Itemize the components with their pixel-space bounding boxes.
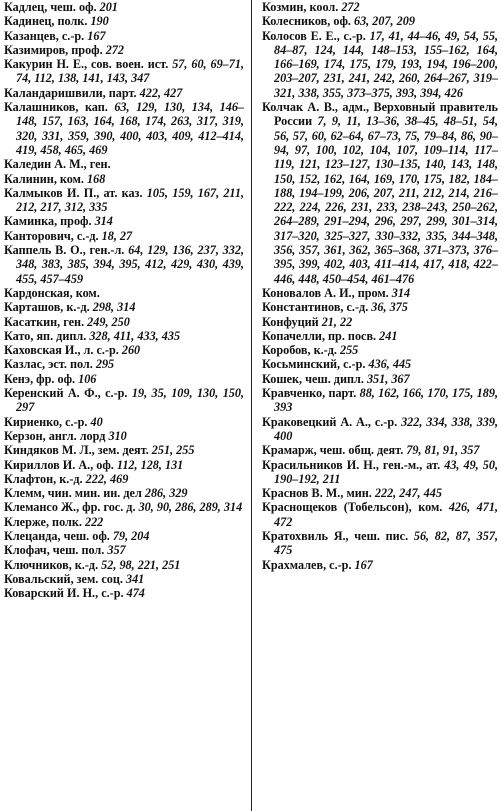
entry-description: , к.-д.	[307, 343, 337, 358]
index-entry	[4, 157, 244, 171]
entry-name: Калашников	[4, 100, 76, 115]
index-entry	[4, 458, 244, 472]
entry-pages: 63, 129, 130, 134, 146–148, 157, 163, 164, 168, 174, 263, 317, 319, 320, 331, 359, 390, 400, 403, 409, 412–414, 419, 458, 465, 469	[16, 100, 245, 157]
index-entry	[4, 543, 244, 557]
entry-description: , с.-р.	[367, 414, 398, 429]
index-entry	[4, 286, 244, 300]
entry-name: Каховская И.	[4, 343, 78, 358]
index-entry	[4, 486, 244, 500]
entry-pages: 57, 60, 69–71, 74, 112, 138, 141, 143, 347	[16, 57, 245, 86]
entry-name: Кратохвиль Я.	[262, 528, 346, 543]
index-entry	[262, 14, 498, 28]
index-entry	[262, 357, 498, 371]
entry-pages: 64, 129, 136, 237, 332, 348, 383, 385, 394, 395, 412, 429, 430, 439, 455, 457–459	[16, 243, 245, 286]
entry-name: Крахмалев	[262, 557, 324, 572]
index-entry	[262, 386, 498, 415]
index-entry	[262, 415, 498, 444]
entry-name: Коварский И. Н.	[4, 586, 96, 601]
index-entry	[262, 486, 498, 500]
entry-pages: 298, 314	[92, 300, 136, 315]
entry-name: Като	[4, 328, 31, 343]
entry-name: Калмыков И. П.	[4, 185, 97, 200]
index-entry	[4, 429, 244, 443]
entry-name: Колчак А. В.	[262, 100, 335, 115]
entry-description: , с.-р.	[55, 28, 85, 43]
entry-description: , англ. лорд	[42, 428, 106, 443]
entry-name: Клемм	[4, 486, 42, 501]
entry-description: , с.-р.	[336, 28, 366, 43]
entry-pages: 79, 81, 91, 357	[406, 443, 480, 458]
index-entry	[4, 86, 244, 100]
entry-pages: 222, 469	[85, 471, 129, 486]
entry-pages: 190	[90, 14, 109, 29]
index-entry	[262, 100, 498, 286]
entry-pages: 18, 27	[101, 228, 133, 243]
entry-pages: 310	[108, 428, 127, 443]
index-entry	[262, 443, 498, 457]
entry-name: Ковальский	[4, 571, 71, 586]
entry-description: , чеш. общ. деят.	[313, 443, 404, 458]
entry-pages: 260	[121, 343, 141, 358]
entry-description: , ген.-м., ат.	[375, 457, 441, 472]
entry-name: Клецанда	[4, 528, 58, 543]
entry-description: , ком.	[69, 285, 100, 300]
entry-name: Керзон	[4, 428, 43, 443]
entry-pages: 341	[125, 571, 145, 586]
entry-name: Кириенко	[4, 414, 60, 429]
entry-pages: 17, 41, 44–46, 49, 54, 55, 84–87, 124, 144, 148–153, 155–162, 164, 166–169, 174, 175, 179, 193, 194, 196–200, 203–207, 231, 241, 242, 260, 264–267, 319–321, 338, 355, 373–375, 393, 394, 426	[274, 28, 499, 100]
index-entry	[4, 386, 244, 415]
index-entry	[262, 458, 498, 487]
entry-pages: 201	[99, 0, 118, 14]
entry-pages: 112, 128, 131	[116, 457, 184, 472]
entry-pages: 36, 375	[371, 300, 408, 315]
entry-name: Краснощеков (Тобельсон)	[262, 500, 409, 515]
entry-pages: 43, 49, 50, 190–192, 211	[274, 457, 499, 486]
entry-name: Каледин А. М.	[4, 157, 84, 172]
entry-description: , ком.	[408, 500, 443, 515]
entry-pages: 30, 90, 286, 289, 314	[138, 500, 243, 515]
index-entry	[4, 43, 244, 57]
entry-name: Коновалов А. И.	[262, 285, 352, 300]
index-entry	[4, 300, 244, 314]
index-entry	[4, 357, 244, 371]
entry-description: , чин. мин. ин. дел	[41, 486, 142, 501]
entry-description: , ген.	[83, 157, 111, 172]
entry-description: , зем. соц.	[70, 571, 123, 586]
entry-description: , с.-р.	[97, 386, 128, 401]
entry-pages: 88, 162, 166, 170, 175, 189, 393	[274, 386, 499, 415]
entry-name: Киндяков М. Л.	[4, 443, 92, 458]
entry-pages: 79, 204	[112, 528, 150, 543]
entry-description: , полк.	[45, 514, 82, 529]
entry-name: Клерже	[4, 514, 46, 529]
entry-pages: 351, 367	[366, 371, 410, 386]
entry-pages: 322, 334, 338, 339, 400	[274, 414, 499, 443]
entry-name: Кошек	[262, 371, 300, 386]
entry-name: Казлас	[4, 357, 43, 372]
entry-description: , к.-д.	[68, 557, 99, 572]
entry-description: , с.-р.	[337, 357, 366, 372]
index-entry	[4, 443, 244, 457]
index-entry	[4, 529, 244, 543]
entry-description: , адм., Верховный правитель России	[274, 100, 498, 129]
entry-name: Каландаришвили	[4, 85, 103, 100]
entry-pages: 357	[107, 543, 126, 558]
entry-description: , с.-р.	[323, 557, 352, 572]
index-entry	[4, 315, 244, 329]
entry-pages: 286, 329	[144, 486, 188, 501]
entry-description: , ат. каз.	[96, 185, 143, 200]
entry-description: , фр. оф.	[30, 371, 76, 386]
entry-name: Какурин Н. Е.	[4, 57, 85, 72]
entry-description: , сов. воен. ист.	[84, 57, 169, 72]
entry-name: Константинов	[262, 300, 341, 315]
entry-name: Красильников И. Н.	[262, 457, 376, 472]
index-entry	[4, 329, 244, 343]
entry-name: Каппель В. О.	[4, 243, 83, 258]
entry-pages: 168	[87, 171, 106, 186]
entry-description: , эст. пол.	[42, 357, 93, 372]
entry-description: , полк.	[51, 14, 88, 29]
index-entry	[4, 415, 244, 429]
entry-description: , кап.	[75, 100, 108, 115]
entry-pages: 295	[95, 357, 115, 372]
entry-pages: 314	[94, 214, 113, 229]
entry-description: , чеш. оф.	[57, 528, 110, 543]
entry-name: Конфуций	[262, 314, 319, 329]
entry-pages: 222	[84, 514, 104, 529]
entry-description: , пром.	[351, 285, 389, 300]
entry-pages: 105, 159, 167, 211, 212, 217, 312, 335	[16, 185, 244, 215]
entry-name: Калинин	[4, 171, 54, 186]
entry-description: , к.-д.	[53, 471, 83, 486]
index-entry	[262, 300, 498, 314]
index-entry	[262, 372, 498, 386]
index-entry	[4, 57, 244, 86]
index-entry	[262, 286, 498, 300]
entry-description: , ген.	[57, 314, 85, 329]
entry-pages: 56, 82, 87, 357, 475	[274, 528, 499, 558]
index-entry	[4, 29, 244, 43]
entry-pages: 314	[391, 285, 411, 300]
entry-description: , проф.	[54, 214, 92, 229]
entry-name: Канторович	[4, 228, 71, 243]
entry-pages: 106	[78, 371, 97, 386]
entry-pages: 474	[126, 586, 145, 601]
entry-pages: 328, 411, 433, 435	[89, 328, 181, 343]
entry-pages: 251, 255	[151, 443, 195, 458]
entry-pages: 222, 247, 445	[374, 486, 442, 501]
entry-name: Колосов Е. Е.	[262, 28, 337, 43]
entry-description: , ген.-л.	[82, 243, 125, 258]
entry-description: , яп. дипл.	[30, 328, 87, 343]
entry-description: , с.-д.	[70, 228, 99, 243]
index-entry	[4, 214, 244, 228]
index-entry	[4, 343, 244, 357]
entry-name: Коробов	[262, 343, 308, 358]
entry-name: Кадлец	[4, 0, 45, 14]
entry-description: , с.-р.	[95, 586, 124, 601]
index-entry	[4, 372, 244, 386]
entry-description: , мин.	[340, 486, 372, 501]
index-entry	[4, 472, 244, 486]
entry-name: Краковецкий А. А.	[262, 414, 368, 429]
entry-name: Клемансо Ж.	[4, 500, 77, 515]
entry-name: Казанцев	[4, 28, 56, 43]
index-entry	[4, 558, 244, 572]
entry-description: , коол.	[303, 0, 339, 14]
entry-description: , с.-д.	[340, 300, 369, 315]
entry-description: , оф.	[90, 457, 114, 472]
entry-name: Карташов	[4, 300, 61, 315]
entry-description: , к.-д.	[60, 300, 90, 315]
index-entry	[262, 315, 498, 329]
column-divider	[251, 0, 252, 811]
entry-pages: 63, 207, 209	[353, 14, 415, 29]
entry-description: , л. с.-р.	[77, 343, 119, 358]
entry-name: Кардонская	[4, 285, 70, 300]
entry-name: Кравченко	[262, 386, 323, 401]
index-entry	[4, 229, 244, 243]
entry-pages: 40	[90, 414, 103, 429]
index-entry	[4, 186, 244, 215]
entry-pages: 167	[87, 28, 106, 43]
entry-pages: 272	[105, 42, 124, 57]
index-entry	[4, 172, 244, 186]
entry-name: Касаткин	[4, 314, 58, 329]
entry-name: Кириллов И. А.	[4, 457, 91, 472]
index-entry	[262, 329, 498, 343]
index-entry	[262, 29, 498, 100]
entry-pages: 241	[379, 328, 398, 343]
entry-pages: 21, 22	[321, 314, 353, 329]
entry-pages: 255	[339, 343, 359, 358]
index-entry	[4, 572, 244, 586]
index-entry	[4, 14, 244, 28]
entry-description: , оф.	[327, 14, 351, 29]
index-entry	[4, 515, 244, 529]
entry-description: , проф.	[65, 42, 103, 57]
entry-description: , зем. деят.	[91, 443, 149, 458]
entry-pages: 422, 427	[139, 85, 183, 100]
entry-pages: 7, 9, 11, 13–36, 38–45, 48–51, 54, 56, 57, 60, 62–64, 67–73, 75, 79–84, 86, 90–94, 97, 100, 102, 104, 107, 109–114, 117–119, 121, 123–127, 130–135, 140, 143, 148, 150, 152, 162, 164, 169, 170, 175, 182, 184–188, 194–199, 206, 207, 211, 212, 214, 216–222, 224, 226, 231, 233, 238–243, 250–262, 264–289, 291–294, 296, 297, 299, 301–314, 317–320, 325–327, 330–332, 335, 344–348, 356, 357, 361, 362, 365–368, 371–373, 376–395, 399, 402, 403, 411–414, 417, 418, 422–446, 448, 450–454, 461–476	[274, 114, 499, 286]
entry-name: Кадинец	[4, 14, 52, 29]
index-entry	[262, 558, 498, 572]
index-entry	[262, 500, 498, 529]
entry-description: , парт.	[322, 386, 357, 401]
entry-description: , чеш. оф.	[44, 0, 97, 14]
entry-pages: 19, 35, 109, 130, 150, 297	[16, 386, 245, 415]
entry-name: Каминка	[4, 214, 55, 229]
entry-name: Казимиров	[4, 42, 66, 57]
entry-name: Кенэ	[4, 371, 31, 386]
entry-description: , чеш. пол.	[46, 543, 105, 558]
index-entry	[262, 343, 498, 357]
entry-pages: 426, 471, 472	[274, 500, 499, 529]
entry-name: Косьминский	[262, 357, 337, 372]
entry-description: , чеш. пис.	[345, 528, 409, 543]
entry-description: , ком.	[53, 171, 84, 186]
entry-name: Колесников	[262, 14, 328, 29]
entry-name: Копачелли	[262, 328, 322, 343]
index-entry	[4, 243, 244, 286]
entry-description: , с.-р.	[59, 414, 88, 429]
entry-name: Краснов В. М.	[262, 486, 341, 501]
entry-name: Клафтон	[4, 471, 54, 486]
entry-description: , пр. посв.	[321, 328, 377, 343]
entry-pages: 167	[354, 557, 373, 572]
entry-pages: 436, 445	[368, 357, 412, 372]
entry-name: Козмин	[262, 0, 304, 14]
index-entry	[262, 529, 498, 558]
index-entry	[4, 0, 244, 14]
entry-pages: 272	[341, 0, 360, 14]
entry-description: , фр. гос. д.	[76, 500, 136, 515]
index-entry	[262, 0, 498, 14]
index-entry	[4, 100, 244, 157]
entry-pages: 249, 250	[87, 314, 130, 329]
index-column-left	[4, 0, 244, 600]
index-column-right	[262, 0, 498, 572]
entry-description: , парт.	[102, 85, 137, 100]
entry-name: Керенский А. Ф.	[4, 386, 98, 401]
entry-description: , чеш. дипл.	[299, 371, 364, 386]
index-entry	[4, 500, 244, 514]
entry-name: Клофач	[4, 543, 47, 558]
index-entry	[4, 586, 244, 600]
entry-name: Ключников	[4, 557, 69, 572]
entry-pages: 52, 98, 221, 251	[101, 557, 181, 572]
entry-name: Крамарж	[262, 443, 314, 458]
